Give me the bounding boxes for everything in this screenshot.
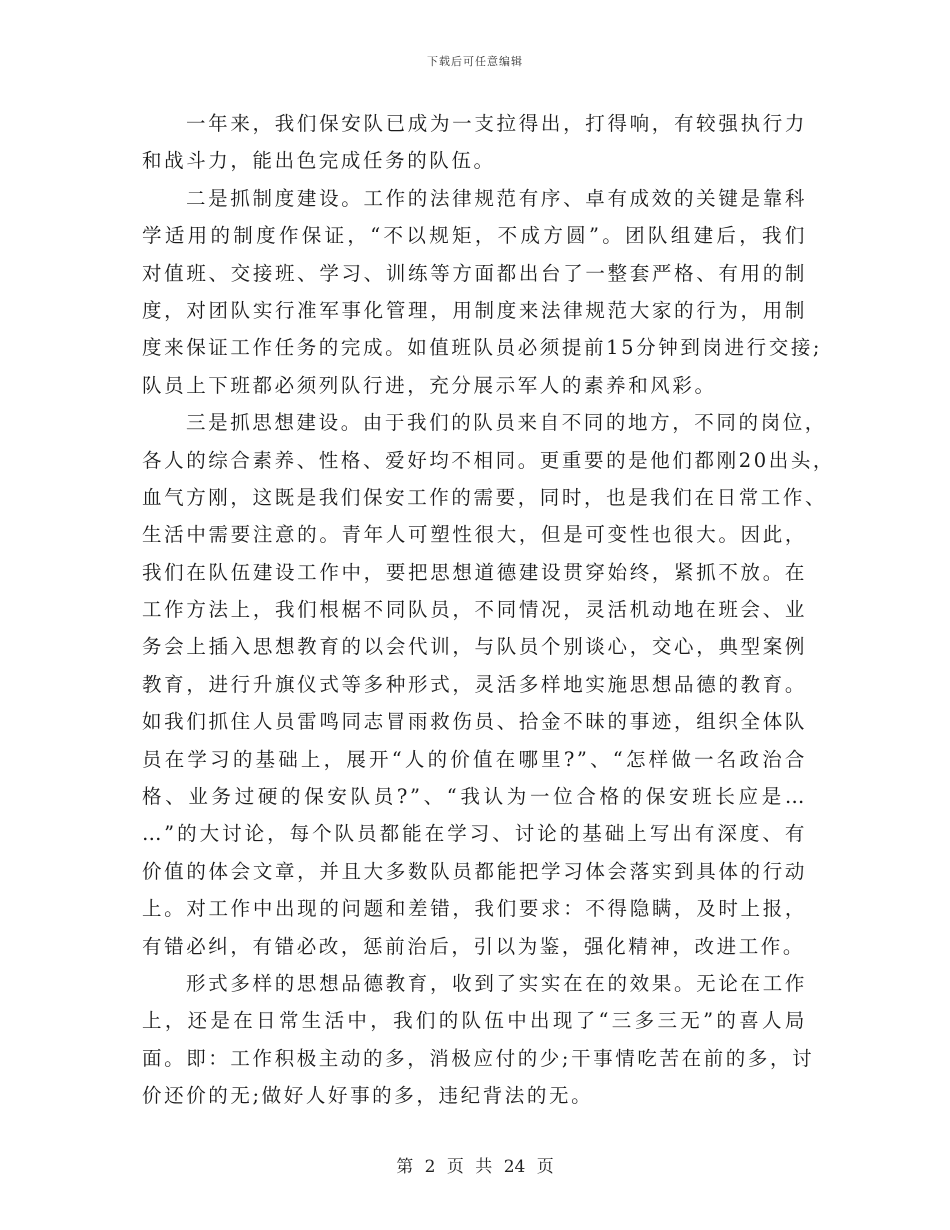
text-line: 度，对团队实行准军事化管理，用制度来法律规范大家的行为，用制 [142, 298, 807, 322]
text-line: 如我们抓住人员雷鸣同志冒雨救伤员、拾金不昧的事迹，组织全体队 [142, 710, 807, 734]
text-line: 队员上下班都必须列队行进，充分展示军人的素养和风彩。 [142, 373, 717, 397]
text-line: 有错必纠，有错必改，惩前治后，引以为鉴，强化精神，改进工作。 [142, 934, 806, 958]
text-line: 一年来，我们保安队已成为一支拉得出，打得响，有较强执行力 [186, 112, 807, 135]
text-line: 学适用的制度作保证，“不以规矩，不成方圆”。团队组建后，我们 [142, 224, 807, 248]
page-footer: 第 2 页 共 24 页 [396, 1157, 554, 1177]
text-line: 生活中需要注意的。青年人可塑性很大，但是可变性也很大。因此， [142, 523, 807, 547]
text-line: 形式多样的思想品德教育，收到了实实在在的效果。无论在工作 [186, 971, 807, 995]
text-line: 三是抓思想建设。由于我们的队员来自不同的地方，不同的岗位， [186, 411, 827, 435]
text-line: 和战斗力，能出色完成任务的队伍。 [142, 149, 496, 173]
text-line: 务会上插入思想教育的以会代训，与队员个别谈心，交心，典型案例 [142, 635, 807, 659]
text-line: 我们在队伍建设工作中，要把思想道德建设贯穿始终，紧抓不放。在 [142, 560, 807, 584]
text-line: 度来保证工作任务的完成。如值班队员必须提前15分钟到岗进行交接; [142, 336, 823, 360]
text-line: 血气方刚，这既是我们保安工作的需要，同时，也是我们在日常工作、 [142, 485, 828, 509]
text-line: 各人的综合素养、性格、爱好均不相同。更重要的是他们都刚20出头， [142, 448, 836, 472]
text-line: 面。即：工作积极主动的多，消极应付的少;干事情吃苦在前的多，讨 [142, 1046, 815, 1070]
text-line: 价还价的无;做好人好事的多，违纪背法的无。 [142, 1084, 594, 1108]
text-line: 上。对工作中出现的问题和差错，我们要求：不得隐瞒，及时上报， [142, 897, 807, 921]
text-line: 上，还是在日常生活中，我们的队伍中出现了“三多三无”的喜人局 [142, 1009, 807, 1033]
body-text [142, 105, 836, 1115]
text-line: 价值的体会文章，并且大多数队员都能把学习体会落实到具体的行动 [142, 859, 807, 883]
text-line: 员在学习的基础上，展开“人的价值在哪里?”、“怎样做一名政治合 [142, 747, 807, 771]
text-line: 教育，进行升旗仪式等多种形式，灵活多样地实施思想品德的教育。 [142, 672, 807, 696]
text-line: 格、业务过硬的保安队员?”、“我认为一位合格的保安班长应是… [142, 785, 807, 809]
text-line: 二是抓制度建设。工作的法律规范有序、卓有成效的关键是靠科 [186, 186, 807, 210]
text-line: 工作方法上，我们根椐不同队员，不同情况，灵活机动地在班会、业 [142, 598, 807, 622]
text-line: 对值班、交接班、学习、训练等方面都出台了一整套严格、有用的制 [142, 261, 807, 285]
text-line: …”的大讨论，每个队员都能在学习、讨论的基础上写出有深度、有 [142, 822, 807, 846]
header-note: 下载后可任意编辑 [427, 55, 523, 68]
